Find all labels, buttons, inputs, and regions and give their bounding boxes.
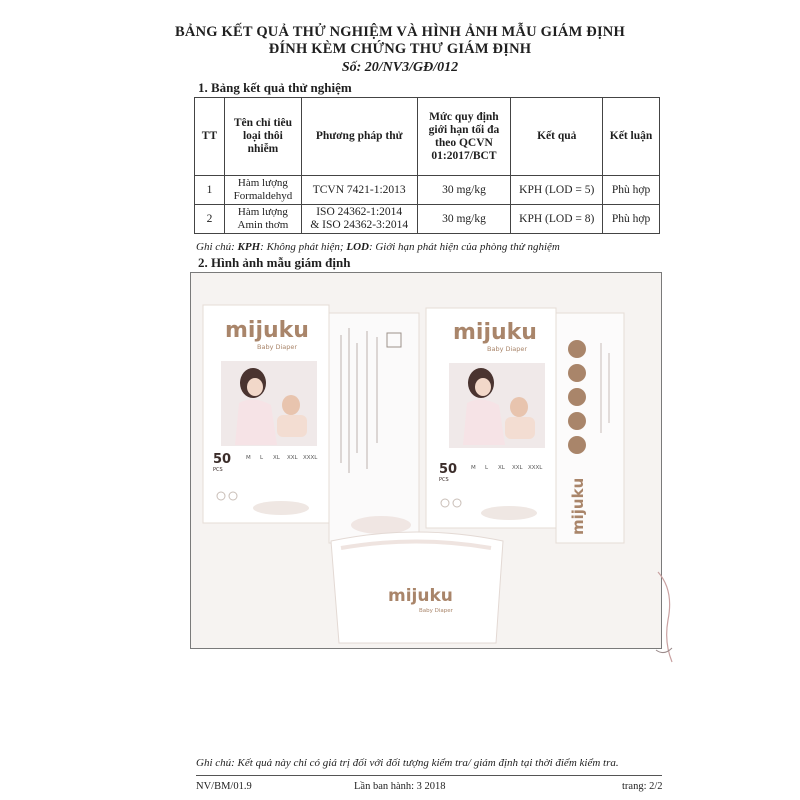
- validity-note: Ghi chú: Kết quả này chỉ có giá trị đối với đối tượng kiểm tra/ giám định tại thời điểm kiểm tra.: [196, 757, 619, 769]
- size-label: XXXL: [528, 465, 543, 471]
- header-ket-luan: Kết luận: [603, 98, 660, 176]
- brand-logo: mijuku: [225, 318, 309, 343]
- table-note: Ghi chú: KPH: Không phát hiện; LOD: Giới hạn phát hiện của phòng thử nghiệm: [196, 241, 560, 253]
- method-line-1: ISO 24362-1:2014: [316, 206, 403, 218]
- doc-number: Số: 20/NV3/GĐ/012: [341, 60, 459, 75]
- pack-pcs: PCS: [439, 477, 449, 483]
- size-label: L: [260, 455, 264, 461]
- red-stamp-mark: [650, 570, 680, 665]
- cell-phuong-phap: [301, 205, 417, 234]
- pack-count: 50: [439, 462, 458, 477]
- form-code: NV/BM/01.9: [196, 781, 252, 792]
- brand-sub: Baby Diaper: [257, 343, 298, 351]
- single-diaper: [331, 532, 503, 643]
- cell-ket-luan: Phù hợp: [603, 176, 660, 205]
- size-label: XL: [273, 455, 280, 461]
- brand-logo-vertical: mijuku: [569, 477, 587, 535]
- cell-muc: 30 mg/kg: [417, 205, 511, 234]
- cell-ket-luan: Phù hợp: [603, 205, 660, 234]
- size-label: XL: [498, 465, 505, 471]
- doc-title-line-1: BẢNG KẾT QUẢ THỬ NGHIỆM VÀ HÌNH ẢNH MẪU GIÁM ĐỊNH: [175, 24, 625, 40]
- cell-phuong-phap: TCVN 7421-1:2013: [301, 176, 417, 205]
- doc-title-line-2: ĐÍNH KÈM CHỨNG THƯ GIÁM ĐỊNH: [268, 41, 532, 57]
- issue-info: Lần ban hành: 3 2018: [354, 781, 446, 792]
- header-chi-tieu: Tên chỉ tiêu loại thôi nhiễm: [224, 98, 301, 176]
- size-label: XXL: [287, 455, 298, 461]
- size-label: L: [485, 465, 489, 471]
- size-label: XXL: [512, 465, 523, 471]
- package-front-left: [203, 305, 329, 523]
- kph-abbr: KPH: [237, 241, 261, 253]
- cell-ket-qua: KPH (LOD = 5): [511, 176, 603, 205]
- cell-ket-qua: KPH (LOD = 8): [511, 205, 603, 234]
- lod-abbr: LOD: [346, 241, 369, 253]
- pack-pcs: PCS: [213, 467, 223, 473]
- table-row: [195, 176, 660, 205]
- header-ket-qua: Kết quả: [511, 98, 603, 176]
- footer-divider: [196, 775, 662, 776]
- size-label: M: [471, 465, 476, 471]
- cell-tt: 2: [195, 205, 225, 234]
- table-row: [195, 205, 660, 234]
- header-tt: TT: [195, 98, 225, 176]
- package-side-left: [329, 313, 419, 543]
- brand-sub: Baby Diaper: [487, 345, 528, 353]
- cell-tt: 1: [195, 176, 225, 205]
- section-1-title: 1. Bảng kết quả thử nghiệm: [198, 80, 352, 95]
- table-header-row: [195, 98, 660, 176]
- size-label: XXXL: [303, 455, 318, 461]
- document-header: [0, 24, 800, 76]
- test-results-table: [194, 97, 660, 234]
- header-muc-quy-dinh: Mức quy định giới hạn tối đa theo QCVN 01:2017/BCT: [417, 98, 511, 176]
- cell-muc: 30 mg/kg: [417, 176, 511, 205]
- package-front-right: [426, 308, 556, 528]
- pack-count: 50: [213, 452, 232, 467]
- brand-sub: Baby Diaper: [419, 608, 453, 614]
- page-number: trang: 2/2: [622, 781, 663, 792]
- sample-photo: [190, 272, 662, 649]
- brand-logo: mijuku: [453, 320, 537, 345]
- package-side-right: [556, 313, 624, 543]
- size-label: M: [246, 455, 251, 461]
- cell-chi-tieu: Hàm lượng Formaldehyd: [224, 176, 301, 205]
- section-2-title: 2. Hình ảnh mẫu giám định: [198, 255, 351, 270]
- method-line-2: & ISO 24362-3:2014: [310, 219, 409, 231]
- brand-logo: mijuku: [388, 586, 453, 606]
- header-phuong-phap: Phương pháp thử: [301, 98, 417, 176]
- sample-photo-illustration: [191, 273, 661, 648]
- cell-chi-tieu: Hàm lượng Amin thơm: [224, 205, 301, 234]
